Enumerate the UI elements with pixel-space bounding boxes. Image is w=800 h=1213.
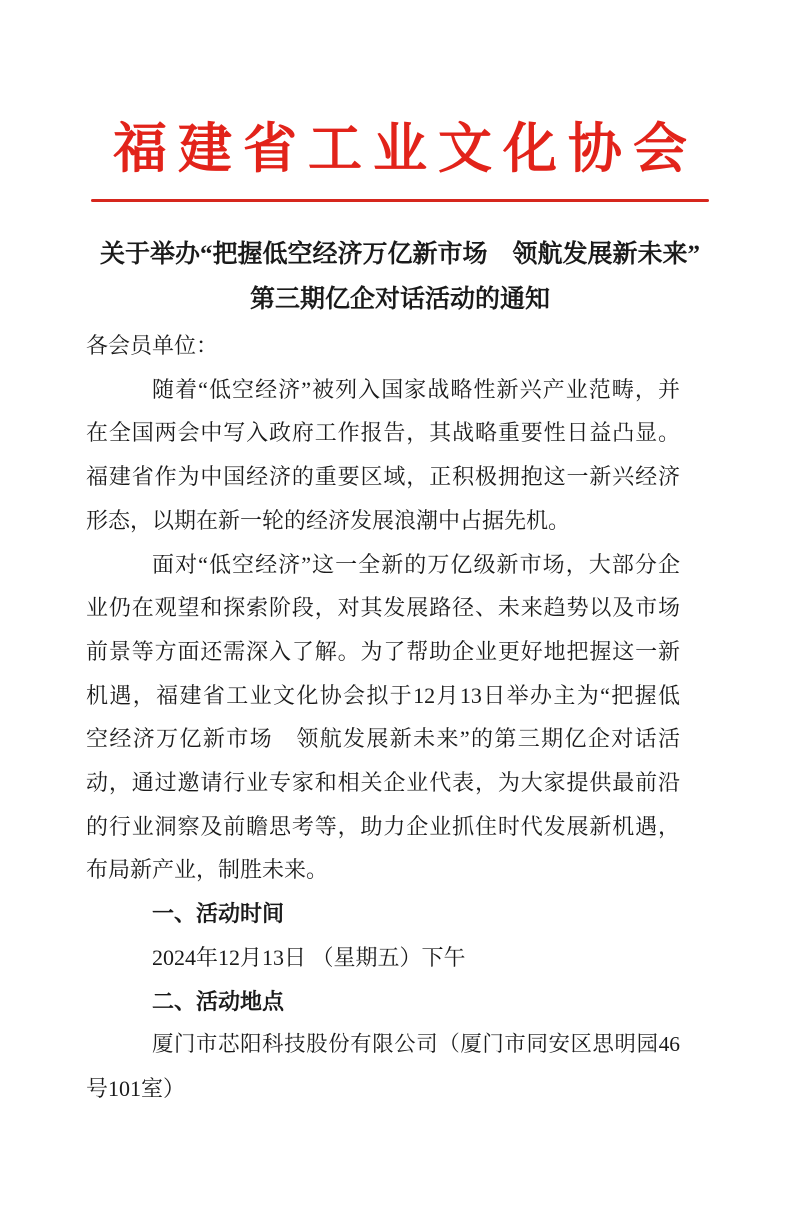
body-line: 空经济万亿新市场 领航发展新未来”的第三期亿企对话活 (86, 726, 680, 752)
body-line: 机遇，福建省工业文化协会拟于12月13日举办主为“把握低 (86, 682, 680, 708)
body-line: 业仍在观望和探索阶段，对其发展路径、未来趋势以及市场 (86, 595, 680, 621)
body-line: 的行业洞察及前瞻思考等，助力企业抓住时代发展新机遇， (86, 813, 680, 839)
body-line: 福建省作为中国经济的重要区域，正积极拥抱这一新兴经济 (86, 464, 680, 490)
body-line: 布局新产业，制胜未来。 (86, 857, 329, 883)
header-divider (91, 199, 709, 202)
org-header-title: 福建省工业文化协会 (113, 119, 698, 179)
notice-title (0, 232, 800, 322)
body-line: 在全国两会中写入政府工作报告，其战略重要性日益凸显。 (86, 420, 680, 446)
body-line: 面对“低空经济”这一全新的万亿级新市场，大部分企 (152, 551, 680, 577)
notice-title-line-2: 第三期亿企对话活动的通知 (249, 286, 550, 313)
section-2-heading: 二、活动地点 (152, 988, 285, 1014)
notice-title-line-1: 关于举办“把握低空经济万亿新市场 领航发展新未来” (99, 241, 700, 268)
body-line: 形态，以期在新一轮的经济发展浪潮中占据先机。 (86, 507, 571, 533)
body-line: 前景等方面还需深入了解。为了帮助企业更好地把握这一新 (86, 638, 680, 664)
body-line: 随着“低空经济”被列入国家战略性新兴产业范畴，并 (152, 376, 680, 402)
body-line: 动，通过邀请行业专家和相关企业代表，为大家提供最前沿 (86, 770, 680, 796)
salutation: 各会员单位： (86, 333, 219, 358)
venue-line-continued: 号101室） (86, 1075, 186, 1101)
event-date: 2024年12月13日 （星期五）下午 (152, 944, 466, 970)
venue-line: 厦门市芯阳科技股份有限公司（厦门市同安区思明园46 (152, 1032, 680, 1057)
notice-body (86, 324, 680, 1111)
section-1-heading: 一、活动时间 (152, 901, 285, 927)
